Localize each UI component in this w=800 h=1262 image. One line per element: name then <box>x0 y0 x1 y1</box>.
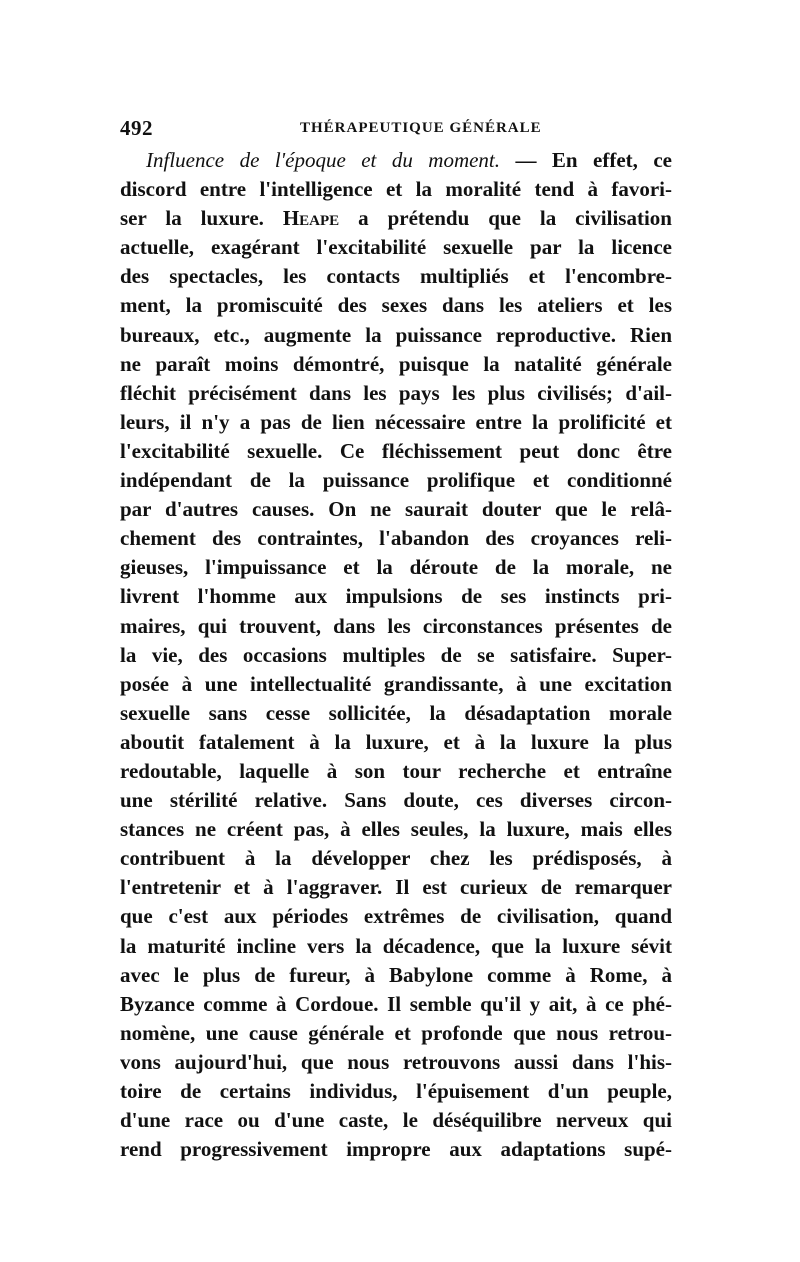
text-line: des spectacles, les contacts multipliés et l'encombre- <box>120 264 672 289</box>
line-end: a prétendu que la civilisation <box>339 206 672 231</box>
text-line: Byzance comme à Cordoue. Il semble qu'il y ait, à ce phé- <box>120 991 672 1016</box>
text-line: une stérilité relative. Sans doute, ces diverses circon- <box>120 788 672 813</box>
text-line: toire de certains individus, l'épuisement d'un peuple, <box>120 1079 672 1103</box>
text-line: actuelle, exagérant l'excitabilité sexuelle par la licence <box>120 235 672 260</box>
text-line: que c'est aux périodes extrêmes de civilisation, quand <box>120 904 672 929</box>
text-line: stances ne créent pas, à elles seules, la luxure, mais elles <box>120 817 672 842</box>
text-line: posée à une intellectualité grandissante, à une excitation <box>120 671 672 696</box>
text-line: chement des contraintes, l'abandon des croyances reli- <box>120 526 672 551</box>
text-line: vons aujourd'hui, que nous retrouvons aussi dans l'his- <box>120 1049 672 1074</box>
body-paragraph <box>120 146 672 1164</box>
text-line: la maturité incline vers la décadence, que la luxure sévit <box>120 933 672 958</box>
text-line: ment, la promiscuité des sexes dans les ateliers et les <box>120 293 672 318</box>
text-line: indépendant de la puissance prolifique et conditionné <box>120 468 672 493</box>
text-line: redoutable, laquelle à son tour recherche et entraîne <box>120 758 672 783</box>
text-line: bureaux, etc., augmente la puissance reproductive. Rien <box>120 322 672 347</box>
text-line: gieuses, l'impuissance et la déroute de la morale, ne <box>120 555 672 580</box>
text-line: l'entretenir et à l'aggraver. Il est curieux de remarquer <box>120 875 672 900</box>
text-line: maires, qui trouvent, dans les circonstances présentes de <box>120 613 672 638</box>
text-line: livrent l'homme aux impulsions de ses instincts pri- <box>120 584 672 609</box>
text-line: d'une race ou d'une caste, le déséquilibre nerveux qui <box>120 1108 672 1133</box>
text-line: la vie, des occasions multiples de se satisfaire. Super- <box>120 642 672 667</box>
text-line: par d'autres causes. On ne saurait douter que le relâ- <box>120 497 672 522</box>
text-line: fléchit précisément dans les pays les plus civilisés; d'ail- <box>120 380 672 405</box>
text-line: rend progressivement impropre aux adaptations supé- <box>120 1137 672 1162</box>
heading-continuation: — En effet, ce <box>500 148 673 172</box>
text-line: ne paraît moins démontré, puisque la natalité générale <box>120 351 672 376</box>
text-line: contribuent à la développer chez les prédisposés, à <box>120 846 672 871</box>
text-line: l'excitabilité sexuelle. Ce fléchissement peut donc être <box>120 438 672 463</box>
section-heading: Influence de l'époque et du moment. <box>146 148 501 172</box>
text-line <box>120 204 672 233</box>
author-name: Heape <box>282 206 340 231</box>
running-head <box>120 116 680 140</box>
text-line: avec le plus de fureur, à Babylone comme à Rome, à <box>120 962 672 987</box>
running-title: THÉRAPEUTIQUE GÉNÉRALE <box>300 120 542 136</box>
line-start: ser la luxure. <box>120 206 283 231</box>
text-line: aboutit fatalement à la luxure, et à la luxure la plus <box>120 729 672 754</box>
text-line: sexuelle sans cesse sollicitée, la désadaptation morale <box>120 700 672 725</box>
page-number: 492 <box>120 116 153 140</box>
text-line: discord entre l'intelligence et la moralité tend à favori- <box>120 177 672 202</box>
text-line <box>120 146 672 175</box>
text-line: nomène, une cause générale et profonde que nous retrou- <box>120 1020 672 1045</box>
text-line: leurs, il n'y a pas de lien nécessaire entre la prolificité et <box>120 409 672 434</box>
